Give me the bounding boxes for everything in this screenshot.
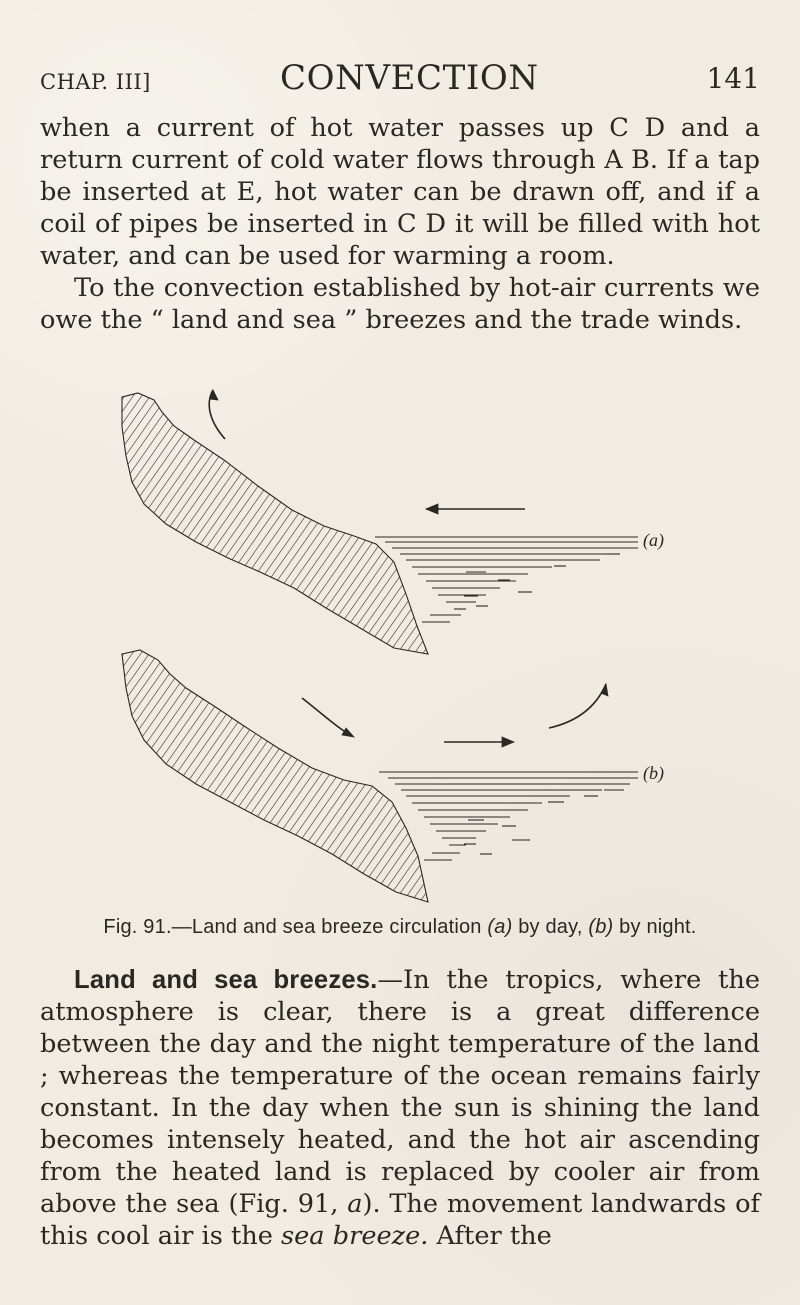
land-slope-a: [122, 393, 428, 654]
top-body-text: [40, 112, 760, 336]
land-slope-b: [122, 650, 428, 902]
breezes-text-part-3: After the: [428, 1221, 552, 1251]
paragraph-breezes: [40, 964, 760, 1252]
caption-prefix: Fig. 91.—Land and sea breeze circulation: [103, 916, 488, 938]
page-title: CONVECTION: [280, 58, 539, 98]
figure-caption: [40, 914, 760, 940]
panel-a-day: [122, 390, 664, 654]
caption-middle: by day,: [512, 916, 589, 938]
running-header: [40, 58, 760, 100]
breezes-text-part-1: —In the tropics, where the atmosphere is clear, there is a great difference between the day and the night temperature of the land ; whereas the temperature of the ocean remains fairly constant. In the day when the sun is shining the land becomes intensely heated, and the hot air ascending from the heated land is replaced by cooler air from above the sea (Fig. 91,: [40, 965, 760, 1219]
page-number: 141: [706, 62, 760, 95]
caption-suffix: by night.: [613, 916, 697, 938]
caption-night-marker: (b): [588, 916, 614, 938]
sea-breeze-term: sea breeze.: [281, 1221, 429, 1251]
sea-lines-a: [375, 537, 638, 622]
night-air-arrows: [302, 684, 608, 747]
figure-ref-a: a: [347, 1189, 363, 1219]
panel-b-night: [122, 650, 664, 902]
figure-91: [40, 382, 760, 912]
paragraph-air-convection: To the convection established by hot-air currents we owe the “ land and sea ” breezes and the trade winds.: [40, 273, 760, 335]
panel-b-label: (b): [643, 763, 664, 783]
land-sea-breeze-diagram: [40, 382, 760, 912]
sea-lines-b: [379, 772, 638, 860]
bottom-body-text: [40, 964, 760, 1252]
panel-a-label: (a): [643, 530, 664, 550]
caption-day-marker: (a): [487, 916, 513, 938]
paragraph-water-convection: when a current of hot water passes up C D and a return current of cold water flows through A B. If a tap be inserted at E, hot water can be drawn off, and if a coil of pipes be inserted in C D it will be filled with hot water, and can be used for warming a room.: [40, 113, 760, 271]
chapter-label: CHAP. III]: [40, 70, 151, 94]
breezes-text-part-2: ). The movement landwards of this cool air is the: [40, 1189, 760, 1251]
section-lead: Land and sea breezes.: [74, 966, 378, 994]
